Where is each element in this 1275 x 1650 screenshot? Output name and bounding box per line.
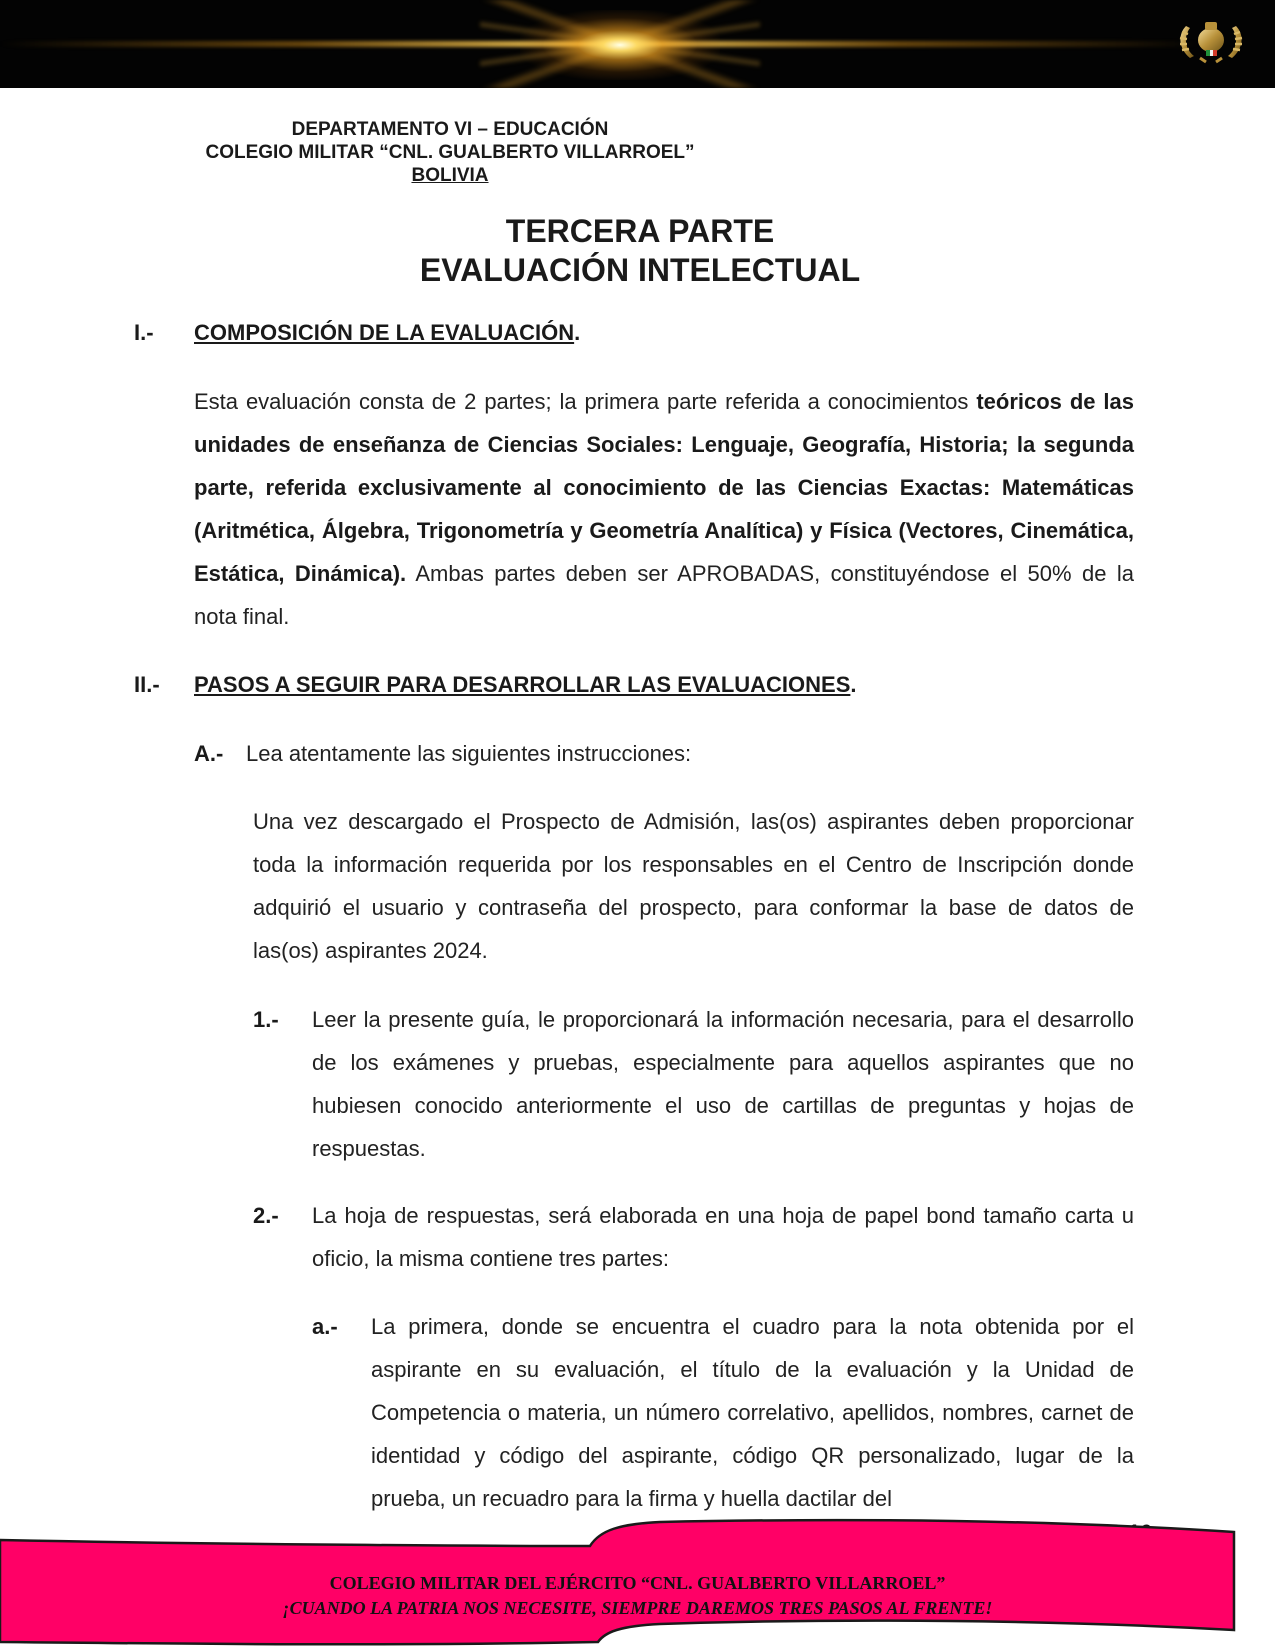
department-header <box>150 118 750 187</box>
list-item <box>253 998 1134 1170</box>
section-title-period: . <box>850 672 857 697</box>
top-banner <box>0 0 1275 88</box>
institution-name: COLEGIO MILITAR “CNL. GUALBERTO VILLARROEL” <box>205 142 695 163</box>
list-item-number: 1.- <box>253 1007 279 1032</box>
list-item-text: La hoja de respuestas, será elaborada en una hoja de papel bond tamaño carta u oficio, la misma contiene tres partes: <box>312 1203 1134 1271</box>
subsection-a <box>194 732 1134 775</box>
list-item-number: 2.- <box>253 1203 279 1228</box>
paragraph-text: Esta evaluación consta de 2 partes; la primera parte referida a conocimientos <box>194 389 977 414</box>
section-title-text: PASOS A SEGUIR PARA DESARROLLAR LAS EVALUACIONES <box>194 672 851 697</box>
title-subject: EVALUACIÓN INTELECTUAL <box>419 252 861 288</box>
footer-motto: ¡CUANDO LA PATRIA NOS NECESITE, SIEMPRE DAREMOS TRES PASOS AL FRENTE! <box>282 1598 993 1618</box>
country-name: BOLIVIA <box>411 165 489 186</box>
page-title <box>300 212 980 290</box>
sub-list-item-text: La primera, donde se encuentra el cuadro para la nota obtenida por el aspirante en su evaluación, el título de la evaluación y la Unidad de Competencia o materia, un número correlativo, apellidos, nombres, carnet de identidad y código del aspirante, código QR personalizado, lugar de la prueba, un recuadro para la firma y huella dactilar del <box>371 1314 1134 1511</box>
section-title <box>194 320 580 346</box>
section-number: II.- <box>134 672 160 697</box>
subsection-label: A.- <box>194 741 224 766</box>
military-laurel-emblem-icon <box>1172 18 1250 66</box>
sub-list-item <box>312 1305 1134 1520</box>
sub-list-item-label: a.- <box>312 1314 338 1339</box>
footer-institution: COLEGIO MILITAR DEL EJÉRCITO “CNL. GUALBERTO VILLARROEL” <box>329 1573 946 1593</box>
light-flare-glow <box>520 10 720 80</box>
section-title-text: COMPOSICIÓN DE LA EVALUACIÓN <box>194 320 575 345</box>
paragraph-bold-text: teóricos de las unidades de enseñanza de Ciencias Sociales: Lenguaje, Geografía, Historia; la segunda parte, referida exclusivamente al conocimiento de las Ciencias Exactas: Matemáticas (Aritmética, Álgebra, Trigonometría y Geometría Analítica) y Física (Vectores, Cinemática, Estática, Dinámica). <box>194 389 1134 586</box>
composition-paragraph <box>194 380 1134 638</box>
subsection-text: Lea atentamente las siguientes instrucciones: <box>246 741 692 766</box>
section-title-period: . <box>574 320 581 345</box>
paragraph-text: Ambas partes deben ser APROBADAS, constituyéndose el 50% de la nota final. <box>194 561 1134 629</box>
section-number: I.- <box>134 320 154 345</box>
title-part: TERCERA PARTE <box>505 213 775 249</box>
section-title <box>194 672 857 698</box>
list-item <box>253 1194 1134 1280</box>
department-name: DEPARTAMENTO VI – EDUCACIÓN <box>291 119 609 140</box>
instructions-paragraph: Una vez descargado el Prospecto de Admisión, las(os) aspirantes deben proporcionar toda la información requerida por los responsables en el Centro de Inscripción donde adquirió el usuario y contraseña del prospecto, para conformar la base de datos de las(os) aspirantes 2024. <box>253 809 1134 963</box>
list-item-text: Leer la presente guía, le proporcionará la información necesaria, para el desarrollo de los exámenes y pruebas, especialmente para aquellos aspirantes que no hubiesen conocido anteriormente el uso de cartillas de preguntas y hojas de respuestas. <box>312 1007 1134 1161</box>
